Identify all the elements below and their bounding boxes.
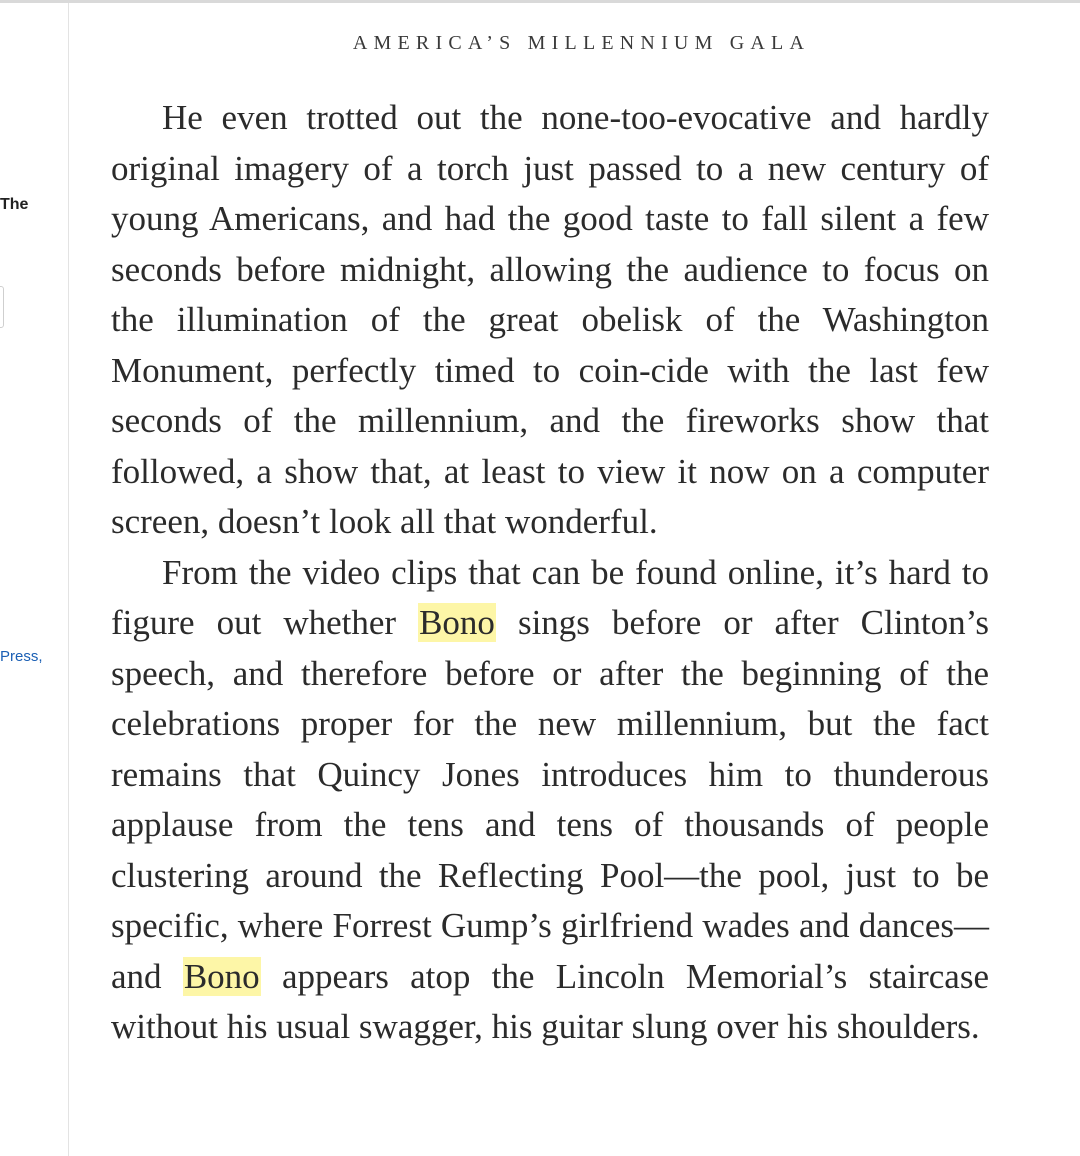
paragraph-2-part-3: appears atop the Lincoln Memorial’s staircase without his usual swagger, his guitar slung over his shoulders. (111, 956, 989, 1046)
left-panel (0, 3, 69, 1156)
paragraph-1: He even trotted out the none-too-evocative and hardly original imagery of a torch just passed to a new century of young Americans, and had the good taste to fall silent a few seconds before midnight, allowing the audience to focus on the illumination of the great obelisk of the Washington Monument, perfectly timed to coin-cide with the last few seconds of the millennium, and the fireworks show that followed, a show that, at least to view it now on a computer screen, doesn’t look all that wonderful. (111, 98, 989, 541)
paragraph-2-part-1: From the video clips that can be found online, it’s hard to figure out whether (111, 552, 989, 642)
page-body (111, 93, 989, 1053)
running-head: AMERICA’S MILLENNIUM GALA (352, 32, 811, 54)
search-highlight[interactable]: Bono (419, 603, 495, 642)
paragraph-2 (111, 548, 989, 1053)
sidebar-title-fragment[interactable]: The (0, 196, 29, 213)
paragraph-2-part-2: sings before or after Clinton’s speech, and therefore before or after the beginning of the celebrations proper for the new millennium, but the fact remains that Quincy Jones introduces him to thunderous applause from the tens and tens of thousands of people clustering around the Reflecting Pool—the pool, just to be specific, where Forrest Gump’s girlfriend wades and dances—and (111, 603, 989, 996)
sidebar-input-fragment[interactable] (0, 286, 4, 328)
sidebar-link-fragment[interactable]: Press, (0, 648, 43, 665)
search-highlight[interactable]: Bono (183, 956, 260, 996)
book-page (69, 3, 1080, 1156)
